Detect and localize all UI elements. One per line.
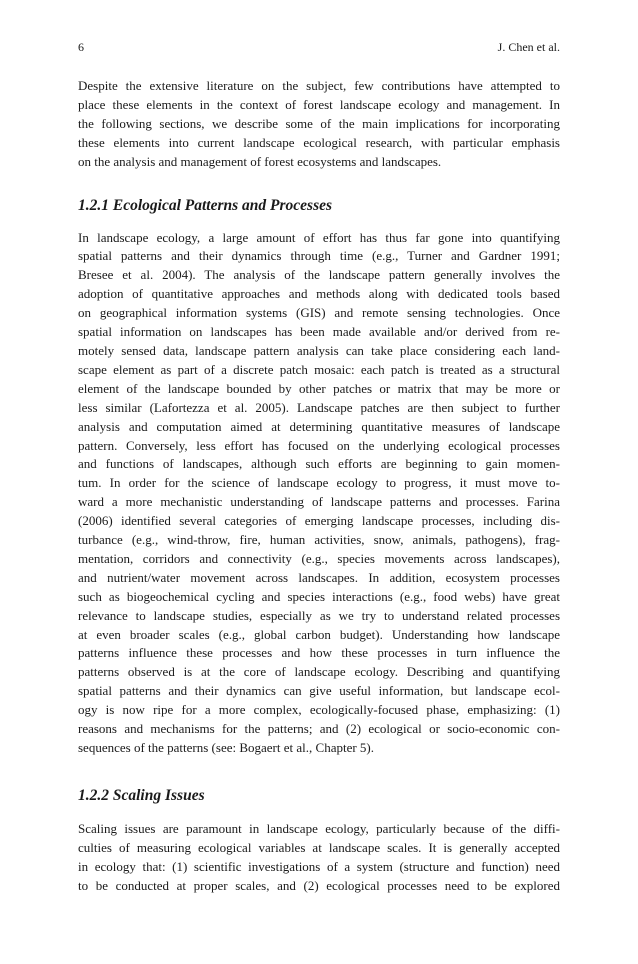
text-line: place these elements in the context of forest landscape ecology and management. In: [78, 96, 560, 112]
running-head: [78, 40, 560, 54]
text-line: patterns observed is at the core of landscape ecology. Describing and quantifying: [78, 664, 560, 680]
text-line: on the analysis and management of forest ecosystems and landscapes.: [78, 153, 442, 169]
section-heading: 1.2.1 Ecological Patterns and Processes: [78, 196, 333, 214]
text-line: mentation, corridors and connectivity (e.g., species movements across landscapes),: [78, 550, 560, 566]
text-line: and nutrient/water movement across landscapes. In addition, ecosystem processes: [78, 569, 560, 585]
text-line: ward a more mechanistic understanding of landscape patterns and processes. Farina: [78, 494, 560, 510]
section-2-paragraph: [78, 820, 560, 896]
page: [78, 40, 560, 896]
text-line: relevance to landscape studies, especially as we try to understand related processes: [78, 607, 560, 623]
text-line: Despite the extensive literature on the subject, few contributions have attempted to: [78, 78, 560, 93]
text-line: analysis and computation aimed at determining quantitative measures of landscape: [78, 418, 560, 434]
text-line: Bresee et al. 2004). The analysis of the landscape pattern generally involves the: [78, 267, 560, 283]
text-line: the following sections, we describe some of the main implications for incorporating: [78, 115, 560, 131]
text-line: spatial patterns and their dynamics can give useful information, but landscape ecol-: [78, 683, 560, 699]
text-line: at even broader scales (e.g., global carbon budget). Understanding how landscape: [78, 626, 560, 642]
running-title: J. Chen et al.: [497, 40, 560, 54]
text-line: In landscape ecology, a large amount of effort has thus far gone into quantifying: [78, 229, 560, 245]
text-line: to be conducted at proper scales, and (2) ecological processes need to be explored: [78, 877, 560, 893]
text-line: culties of measuring ecological variables at landscape scales. It is generally accepted: [78, 839, 560, 855]
text-line: on geographical information systems (GIS) and remote sensing technologies. Once: [78, 305, 560, 321]
text-line: less similar (Lafortezza et al. 2005). Landscape patches are then subject to further: [78, 399, 560, 415]
text-line: Scaling issues are paramount in landscape ecology, particularly because of the diffi-: [78, 820, 560, 836]
text-line: scape element as part of a discrete patch mosaic: each patch is treated as a structural: [78, 361, 560, 377]
page-number: 6: [78, 40, 84, 54]
text-line: spatial patterns and their dynamics through time (e.g., Turner and Gardner 1991;: [78, 248, 560, 264]
text-line: and functions of landscapes, although such efforts are beginning to gain momen-: [78, 456, 560, 472]
text-line: sequences of the patterns (see: Bogaert et al., Chapter 5).: [78, 740, 374, 755]
text-line: adoption of quantitative approaches and methods along with dedicated tools based: [78, 286, 560, 302]
text-line: in ecology that: (1) scientific investigations of a system (structure and function) need: [78, 858, 560, 874]
text-line: such as biogeochemical cycling and species interactions (e.g., food webs) have great: [78, 588, 560, 604]
text-line: turbance (e.g., wind-throw, fire, human activities, snow, animals, pathogens), frag-: [78, 532, 560, 548]
section-1-paragraph: [78, 229, 560, 758]
text-line: spatial information on landscapes has been made available and/or derived from re-: [78, 324, 560, 340]
text-line: (2006) identified several categories of emerging landscape processes, including dis-: [78, 513, 560, 529]
text-line: patterns influence these processes and how these processes in turn influence the: [78, 645, 560, 661]
text-line: ogy is now ripe for a more complex, ecologically-focused phase, emphasizing: (1): [78, 702, 560, 718]
text-line: these elements into current landscape ecological research, with particular emphasis: [78, 134, 560, 150]
intro-paragraph: [78, 77, 560, 172]
text-line: element of the landscape bounded by other patches or matrix that may be more or: [78, 380, 560, 396]
text-line: pattern. Conversely, less effort has focused on the underlying ecological processes: [78, 437, 560, 453]
text-line: tum. In order for the science of landscape ecology to progress, it must move to-: [78, 475, 560, 491]
section-heading: 1.2.2 Scaling Issues: [78, 786, 205, 804]
text-line: reasons and mechanisms for the patterns; and (2) ecological or socio-economic con-: [78, 721, 560, 737]
text-line: motely sensed data, landscape pattern analysis can take place considering each land-: [78, 342, 560, 358]
